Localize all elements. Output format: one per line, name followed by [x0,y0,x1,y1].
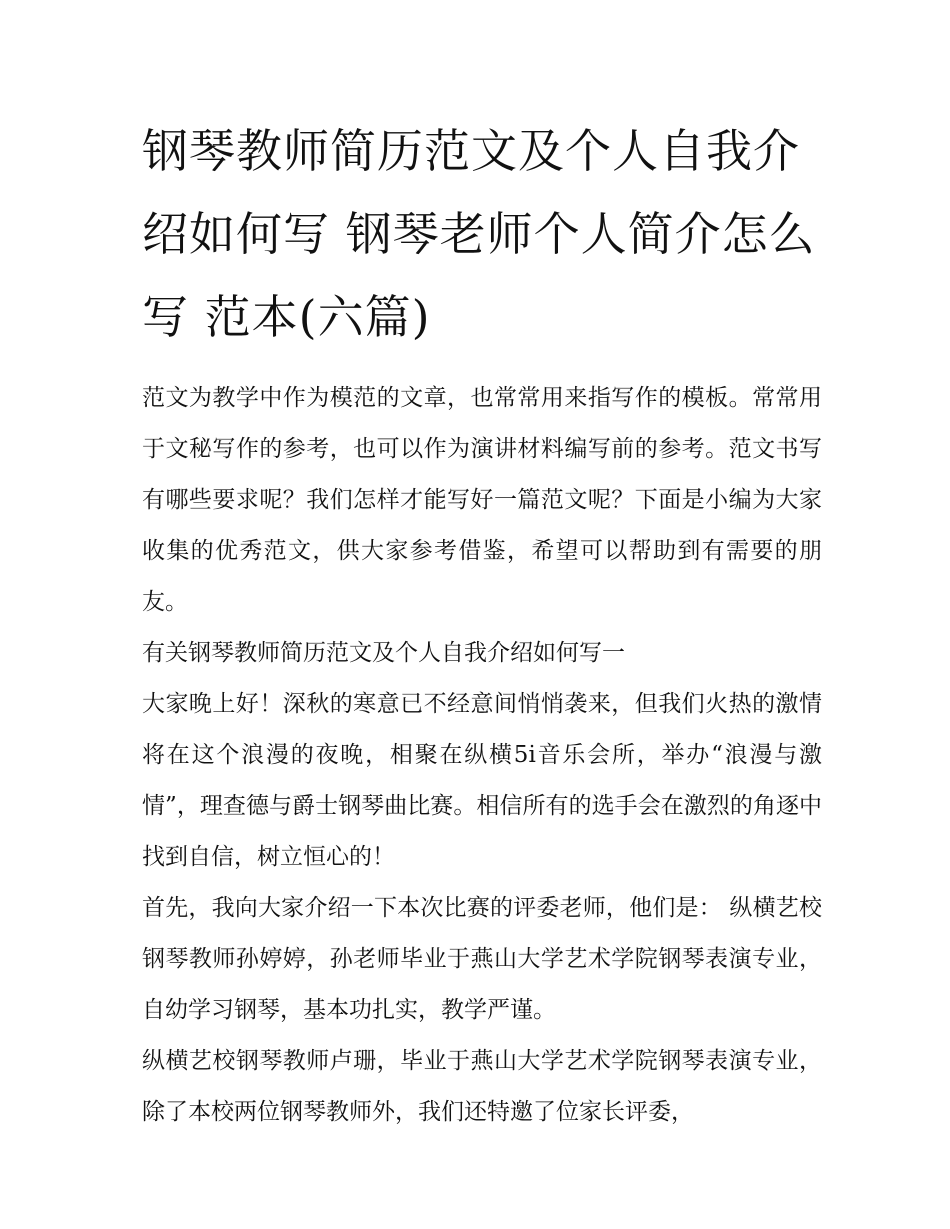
intro-paragraph: 范文为教学中作为模范的文章，也常常用来指写作的模板。常常用于文秘写作的参考，也可以作为演讲材料编写前的参考。范文书写有哪些要求呢？我们怎样才能写好一篇范文呢？下面是小编为大家收集的优秀范文，供大家参考借鉴，希望可以帮助到有需要的朋友。 [142,385,822,615]
body-paragraph: 纵横艺校钢琴教师卢珊，毕业于燕山大学艺术学院钢琴表演专业， 除了本校两位钢琴教师外，我们还特邀了位家长评委， [142,1048,822,1125]
body-paragraph: 首先，我向大家介绍一下本次比赛的评委老师，他们是： 纵横艺校钢琴教师孙婷婷，孙老师毕业于燕山大学艺术学院钢琴表演专业，自幼学习钢琴，基本功扎实，教学严谨。 [142,895,822,1023]
section-heading: 有关钢琴教师简历范文及个人自我介绍如何写一 [142,640,625,666]
document-page [142,110,822,1138]
body-paragraph: 大家晚上好！深秋的寒意已不经意间悄悄袭来，但我们火热的激情将在这个浪漫的夜晚，相聚在纵横5i音乐会所，举办“浪漫与激情”，理查德与爵士钢琴曲比赛。相信所有的选手会在激烈的角逐中找到自信，树立恒心的！ [142,691,822,870]
document-title: 钢琴教师简历范文及个人自我介绍如何写 钢琴老师个人简介怎么写 范本(六篇) [142,124,816,344]
